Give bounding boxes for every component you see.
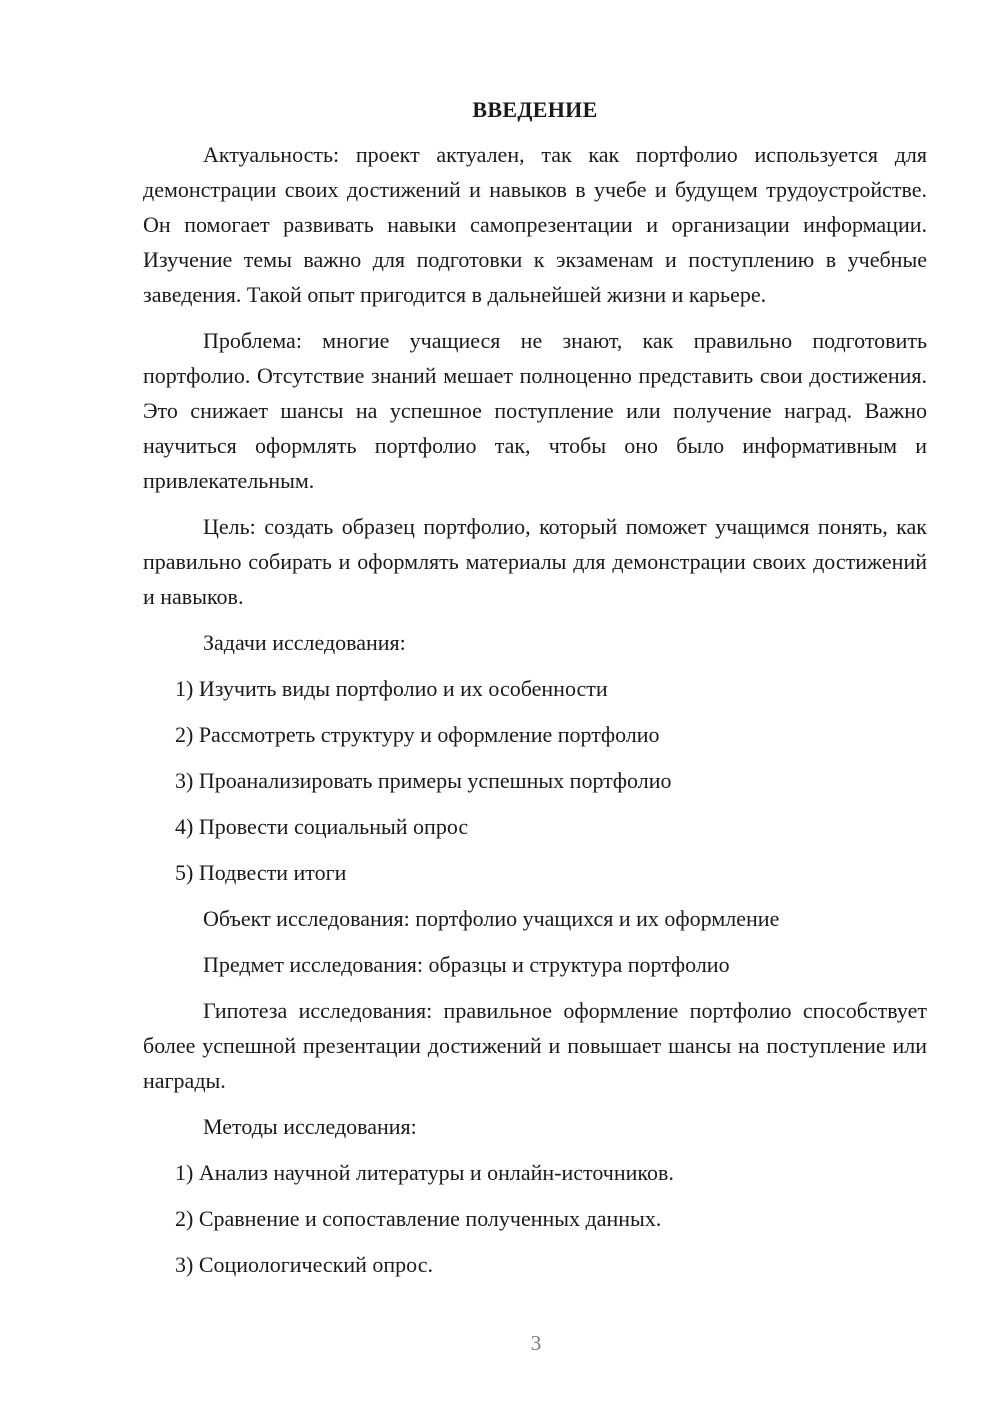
subject-paragraph: Предмет исследования: образцы и структура портфолио	[203, 952, 730, 977]
page-number: 3	[530, 1331, 542, 1355]
task-item-4: 4) Провести социальный опрос	[175, 814, 469, 839]
method-item-1: 1) Анализ научной литературы и онлайн-источников.	[175, 1160, 674, 1185]
task-item-5: 5) Подвести итоги	[175, 860, 347, 885]
method-item-2: 2) Сравнение и сопоставление полученных данных.	[175, 1206, 662, 1231]
relevance-paragraph: Актуальность: проект актуален, так как портфолио используется для демонстрации своих достижений и навыков в учебе и будущем трудоустройстве. Он помогает развивать навыки самопрезентации и организации информации. Изучение темы важно для подготовки к экзаменам и поступлению в учебные заведения. Такой опыт пригодится в дальнейшей жизни и карьере.	[143, 142, 927, 307]
page-content	[143, 92, 927, 1293]
method-item-3: 3) Социологический опрос.	[175, 1252, 433, 1277]
goal-paragraph: Цель: создать образец портфолио, который поможет учащимся понять, как правильно собирать и оформлять материалы для демонстрации своих достижений и навыков.	[143, 514, 927, 609]
tasks-heading: Задачи исследования:	[203, 630, 406, 655]
object-paragraph: Объект исследования: портфолио учащихся и их оформление	[203, 906, 780, 931]
task-item-3: 3) Проанализировать примеры успешных портфолио	[175, 768, 672, 793]
task-item-1: 1) Изучить виды портфолио и их особенности	[175, 676, 608, 701]
problem-paragraph: Проблема: многие учащиеся не знают, как правильно подготовить портфолио. Отсутствие знаний мешает полноценно представить свои достижения. Это снижает шансы на успешное поступление или получение наград. Важно научиться оформлять портфолио так, чтобы оно было информативным и привлекательным.	[143, 328, 927, 493]
hypothesis-paragraph: Гипотеза исследования: правильное оформление портфолио способствует более успешной презентации достижений и повышает шансы на поступление или награды.	[143, 998, 927, 1093]
section-title: ВВЕДЕНИЕ	[472, 97, 598, 122]
task-item-2: 2) Рассмотреть структуру и оформление портфолио	[175, 722, 660, 747]
methods-heading: Методы исследования:	[203, 1114, 417, 1139]
